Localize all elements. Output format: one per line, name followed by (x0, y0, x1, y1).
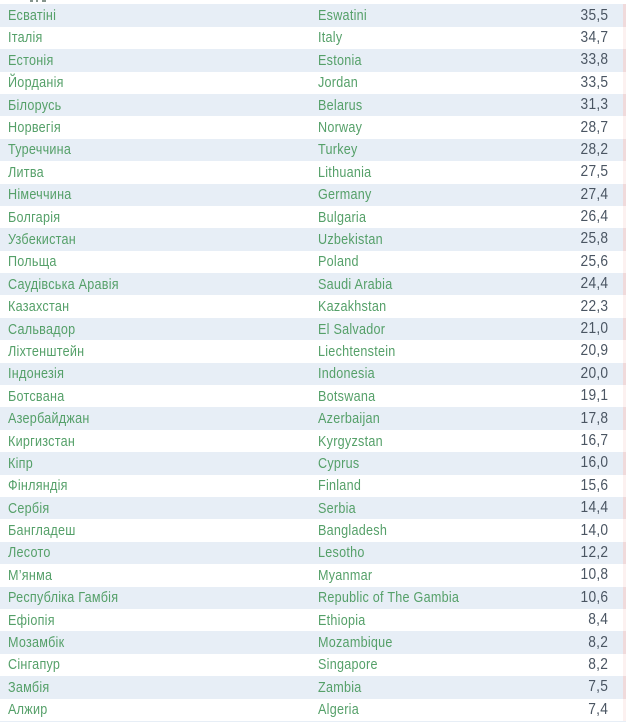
country-name-en: Kyrgyzstan (318, 432, 383, 450)
table-row (0, 4, 626, 26)
country-value: 24,4 (580, 275, 608, 293)
table-row (0, 295, 626, 317)
cropped-text-fragment (36, 0, 38, 2)
country-name-uk: Саудівська Аравія (8, 275, 119, 293)
country-name-en: Cyprus (318, 454, 360, 472)
country-name-uk: Казахстан (8, 298, 70, 316)
country-name-uk: Білорусь (8, 96, 62, 114)
country-name-uk: Замбія (8, 678, 50, 696)
country-name-uk: Естонія (8, 51, 54, 69)
table-row (0, 564, 626, 586)
country-name-uk: Ботсвана (8, 387, 65, 405)
country-name-uk: Сінгапур (8, 656, 61, 674)
country-name-en: Kazakhstan (318, 298, 387, 316)
table-row (0, 497, 626, 519)
table-row (0, 27, 626, 49)
country-value: 10,8 (580, 566, 608, 584)
country-value: 17,8 (580, 409, 608, 427)
country-name-uk: Кіпр (8, 454, 33, 472)
country-name-en: Bangladesh (318, 522, 388, 540)
country-name-uk: Польща (8, 253, 57, 271)
country-value: 26,4 (580, 208, 608, 226)
table-row (0, 631, 626, 653)
country-value: 15,6 (580, 476, 608, 494)
country-value: 19,1 (580, 387, 608, 405)
country-value: 31,3 (580, 96, 608, 114)
table-row (0, 676, 626, 698)
table-row (0, 228, 626, 250)
country-name-uk: Бангладеш (8, 522, 76, 540)
country-value: 20,9 (580, 342, 608, 360)
country-name-uk: Болгарія (8, 208, 61, 226)
table-row (0, 430, 626, 452)
country-name-en: Italy (318, 29, 343, 47)
country-name-uk: Мозамбік (8, 634, 65, 652)
country-value: 16,7 (580, 432, 608, 449)
country-value: 28,2 (580, 140, 608, 158)
table-row (0, 654, 626, 676)
country-value: 10,6 (580, 588, 608, 606)
country-name-uk: Норвегія (8, 119, 61, 137)
country-name-en: Ethiopia (318, 611, 366, 629)
table-row (0, 340, 626, 362)
table-row (0, 161, 626, 183)
country-name-uk: Ефіопія (8, 611, 55, 629)
country-name-en: Azerbaijan (318, 410, 381, 428)
country-name-uk: Туреччина (8, 141, 72, 159)
country-table-rows (0, 4, 626, 721)
country-value: 12,2 (580, 543, 608, 561)
country-name-uk: Азербайджан (8, 410, 90, 428)
country-name-uk: Республіка Гамбія (8, 589, 119, 607)
country-name-en: Estonia (318, 51, 362, 69)
country-name-uk: Йорданія (8, 74, 64, 92)
country-value: 14,4 (580, 499, 608, 517)
country-name-uk: Індонезія (8, 365, 65, 383)
table-row (0, 385, 626, 407)
table-row (0, 94, 626, 116)
country-name-uk: Італія (8, 29, 43, 47)
country-name-en: Algeria (318, 701, 359, 719)
country-value: 33,8 (580, 51, 608, 69)
country-value: 8,2 (588, 633, 608, 651)
table-row (0, 49, 626, 71)
country-name-en: Jordan (318, 74, 359, 92)
country-name-en: Serbia (318, 499, 356, 517)
cropped-text-fragment (30, 0, 33, 2)
country-name-en: Eswatini (318, 7, 367, 25)
country-name-en: Zambia (318, 678, 362, 696)
table-row (0, 184, 626, 206)
country-name-en: Lithuania (318, 163, 372, 181)
country-name-en: Turkey (318, 141, 358, 159)
country-name-en: Botswana (318, 387, 376, 405)
country-value: 27,5 (580, 163, 608, 181)
country-name-en: Germany (318, 186, 372, 204)
country-value: 16,0 (580, 454, 608, 472)
country-value: 7,5 (588, 678, 608, 696)
country-name-uk: Киргизстан (8, 432, 76, 450)
country-name-uk: Узбекистан (8, 230, 76, 248)
country-name-uk: Сальвадор (8, 320, 76, 338)
table-row (0, 251, 626, 273)
country-name-uk: Німеччина (8, 186, 72, 204)
country-name-uk: Литва (8, 163, 44, 181)
country-value: 27,4 (580, 185, 608, 203)
country-name-uk: Лесото (8, 544, 51, 562)
country-value: 20,0 (580, 364, 608, 382)
country-name-uk: Есватіні (8, 7, 57, 25)
country-name-en: Belarus (318, 96, 363, 114)
table-row (0, 407, 626, 429)
country-name-uk: Фінляндія (8, 477, 68, 495)
country-value: 8,4 (588, 611, 608, 629)
table-row (0, 587, 626, 609)
country-name-en: Bulgaria (318, 208, 367, 226)
table-row (0, 609, 626, 631)
country-name-uk: Ліхтенштейн (8, 342, 85, 360)
table-row (0, 116, 626, 138)
country-value: 28,7 (580, 118, 608, 136)
country-value: 34,7 (580, 28, 608, 46)
country-name-en: El Salvador (318, 320, 386, 338)
table-row (0, 72, 626, 94)
table-row (0, 318, 626, 340)
country-name-en: Mozambique (318, 634, 393, 652)
country-value: 33,5 (580, 73, 608, 91)
country-value: 7,4 (588, 700, 608, 718)
country-name-uk: Алжир (8, 701, 48, 719)
country-name-en: Liechtenstein (318, 342, 396, 360)
country-name-en: Saudi Arabia (318, 275, 393, 293)
country-name-en: Indonesia (318, 365, 375, 383)
table-row (0, 363, 626, 385)
table-row (0, 139, 626, 161)
country-value: 8,2 (588, 655, 608, 673)
table-row (0, 519, 626, 541)
table-row (0, 452, 626, 474)
country-name-en: Lesotho (318, 544, 365, 562)
country-name-en: Myanmar (318, 566, 373, 584)
country-value: 14,0 (580, 521, 608, 539)
country-name-en: Republic of The Gambia (318, 589, 460, 607)
country-value: 22,3 (580, 297, 608, 315)
table-row (0, 475, 626, 497)
cropped-text-fragment (42, 0, 46, 2)
table-row (0, 273, 626, 295)
country-name-uk: Сербія (8, 499, 50, 517)
country-name-en: Poland (318, 253, 359, 271)
country-name-en: Singapore (318, 656, 378, 674)
country-value: 25,6 (580, 252, 608, 270)
country-value: 21,0 (580, 320, 608, 338)
country-value: 25,8 (580, 230, 608, 248)
table-row (0, 206, 626, 228)
country-name-en: Finland (318, 477, 362, 495)
table-row (0, 699, 626, 721)
table-row (0, 542, 626, 564)
country-name-en: Uzbekistan (318, 230, 383, 248)
country-value: 35,5 (580, 6, 608, 24)
country-name-uk: М’янма (8, 566, 53, 584)
country-name-en: Norway (318, 119, 363, 137)
